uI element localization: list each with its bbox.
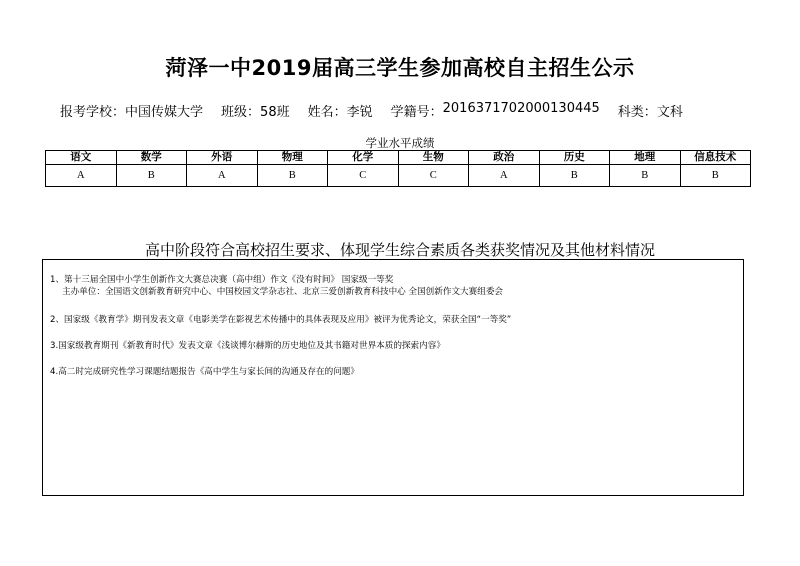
award-text: 3.国家级教育期刊《新教育时代》发表文章《浅谈博尔赫斯的历史地位及其书籍对世界本质的探索内容》 — [50, 341, 445, 351]
awards-box — [42, 259, 744, 496]
subject-header: 历史 — [539, 151, 610, 165]
student-info-line — [60, 101, 750, 120]
grade-cell: B — [610, 165, 681, 187]
page-title: 菏泽一中2019届高三学生参加高校自主招生公示 — [165, 56, 635, 80]
name-value: 李锐 — [346, 105, 373, 120]
subject-header: 化学 — [328, 151, 399, 165]
award-item — [50, 366, 359, 378]
class-value: 58班 — [260, 105, 290, 120]
track-value: 文科 — [656, 105, 683, 120]
subject-header: 数学 — [116, 151, 187, 165]
grade-cell: A — [46, 165, 117, 187]
track-label: 科类： — [617, 105, 657, 120]
grade-cell: B — [539, 165, 610, 187]
subject-header: 物理 — [257, 151, 328, 165]
scores-header-row — [46, 151, 751, 165]
award-item — [50, 274, 503, 298]
school-label: 报考学校： — [60, 105, 126, 120]
subject-header: 外语 — [187, 151, 258, 165]
track-info — [618, 101, 683, 120]
award-item — [50, 314, 511, 326]
scores-title: 学业水平成绩 — [365, 136, 435, 150]
award-organizer: 主办单位：全国语文创新教育研究中心、中国校园文学杂志社、北京三爱创新教育科技中心 全国创新作文大赛组委会 — [62, 287, 504, 297]
name-label: 姓名： — [307, 105, 347, 120]
name-info — [308, 101, 373, 120]
grade-cell: B — [116, 165, 187, 187]
grade-cell: A — [469, 165, 540, 187]
student-id-value: 2016371702000130445 — [442, 101, 600, 116]
grade-cell: C — [328, 165, 399, 187]
school-info — [60, 101, 203, 120]
grade-cell: C — [398, 165, 469, 187]
grade-cell: B — [680, 165, 751, 187]
scores-grade-row — [46, 165, 751, 187]
subject-header: 生物 — [398, 151, 469, 165]
award-text: 2、国家级《教育学》期刊发表文章《电影美学在影视艺术传播中的具体表现及应用》被评为优秀论文，荣获全国“一等奖” — [50, 315, 512, 325]
subject-header: 政治 — [469, 151, 540, 165]
subject-header: 语文 — [46, 151, 117, 165]
grade-cell: A — [187, 165, 258, 187]
scores-table — [45, 150, 751, 187]
grade-cell: B — [257, 165, 328, 187]
award-text: 1、第十三届全国中小学生创新作文大赛总决赛（高中组）作文《没有时间》 国家级一等奖 — [50, 275, 394, 285]
award-text: 4.高二时完成研究性学习课题结题报告《高中学生与家长间的沟通及存在的问题》 — [50, 367, 359, 377]
class-info — [221, 101, 290, 120]
award-item — [50, 340, 445, 352]
student-id-label: 学籍号： — [390, 105, 443, 120]
subject-header: 地理 — [610, 151, 681, 165]
school-value: 中国传媒大学 — [125, 105, 204, 120]
awards-section-title: 高中阶段符合高校招生要求、体现学生综合素质各类获奖情况及其他材料情况 — [144, 241, 655, 259]
student-id-info — [391, 101, 600, 120]
class-label: 班级： — [221, 105, 261, 120]
subject-header: 信息技术 — [680, 151, 751, 165]
